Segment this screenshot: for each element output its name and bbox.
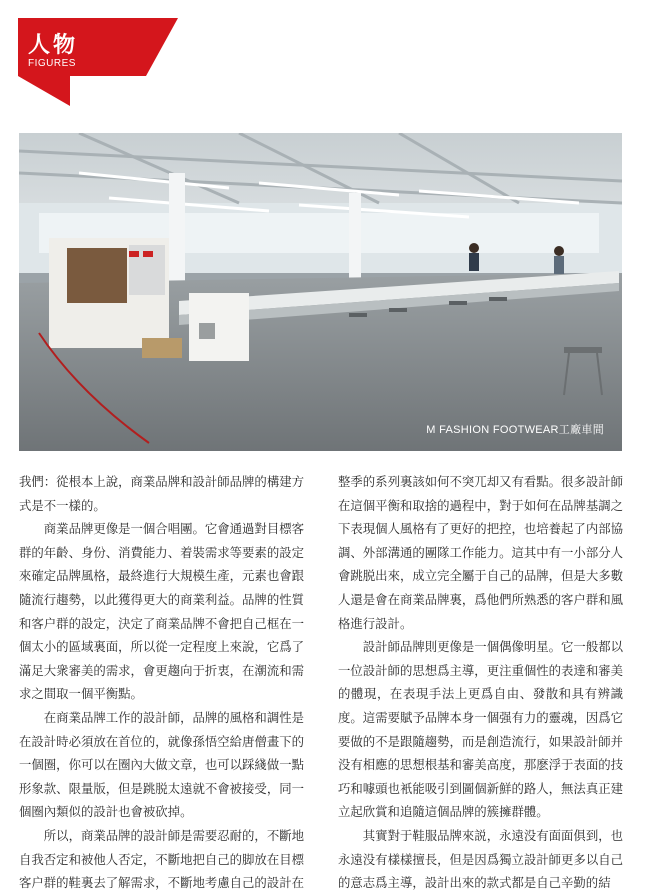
factory-illustration	[19, 133, 622, 451]
section-title: 人物	[28, 32, 79, 58]
photo-caption: M FASHION FOOTWEAR工廠車間	[426, 424, 604, 436]
left-column	[19, 470, 304, 895]
section-subtitle: FIGURES	[28, 58, 76, 69]
paragraph: 設計師品牌則更像是一個偶像明星。它一般都以一位設計師的思想爲主導，更注重個性的表達和審美的體現，在表現手法上更爲自由、發散和具有辨識度。這需要賦予品牌本身一個强有力的靈魂，因爲它要做的不是跟隨趨勢，而是創造流行，如果設計師并没有相應的思想根基和審美高度，那麽浮于表面的技巧和噱頭也衹能吸引到圖個新鮮的路人，無法真正建立起欣賞和追隨這個品牌的簇擁群體。	[338, 639, 623, 820]
paragraph: 整季的系列裏該如何不突兀却又有看點。很多設計師在這個平衡和取捨的過程中，對于如何在品牌基調之下表現個人風格有了更好的把控，也培養起了内部協調、外部溝通的團隊工作能力。這其中有一小部分人會跳脱出來，成立完全屬于自己的品牌，但是大多數人還是會在商業品牌裏，爲他們所熟悉的客户群和風格進行設計。	[338, 474, 623, 631]
paragraph: 在商業品牌工作的設計師，品牌的風格和調性是在設計時必須放在首位的，就像孫悟空給唐僧畫下的一個圈，你可以在圈內大做文章，也可以踩綫做一點形象款、限量版，但是跳脱太遠就不會被接受，同一個圈內類似的設計也會被砍掉。	[19, 709, 304, 820]
right-column	[338, 470, 623, 895]
paragraph: 我們：從根本上說，商業品牌和設計師品牌的構建方式是不一樣的。	[19, 474, 304, 513]
paragraph: 所以，商業品牌的設計師是需要忍耐的，不斷地自我否定和被他人否定，不斷地把自己的脚放在目標客户群的鞋裏去了解需求，不斷地考慮自己的設計在	[19, 827, 304, 891]
factory-photo	[19, 133, 622, 451]
paragraph: 其實對于鞋服品牌來説，永遠没有面面俱到，也永遠没有樣樣擅長，但是因爲獨立設計師更多以自己的意志爲主導，設計出來的款式都是自己辛勤的結	[338, 827, 623, 891]
section-banner	[18, 18, 178, 108]
paragraph: 商業品牌更像是一個合唱團。它會通過對目標客群的年齡、身份、消費能力、着裝需求等要素的設定來確定品牌風格，最終進行大規模生產，元素也會跟隨流行趨勢，以此獲得更大的商業利益。品牌的性質和客户群的設定，決定了商業品牌不會把自己框在一個太小的區域裏面，所以從一定程度上來說，它爲了滿足大衆審美的需求，會更趨向于折衷，在潮流和需求之間取一個平衡點。	[19, 521, 304, 702]
